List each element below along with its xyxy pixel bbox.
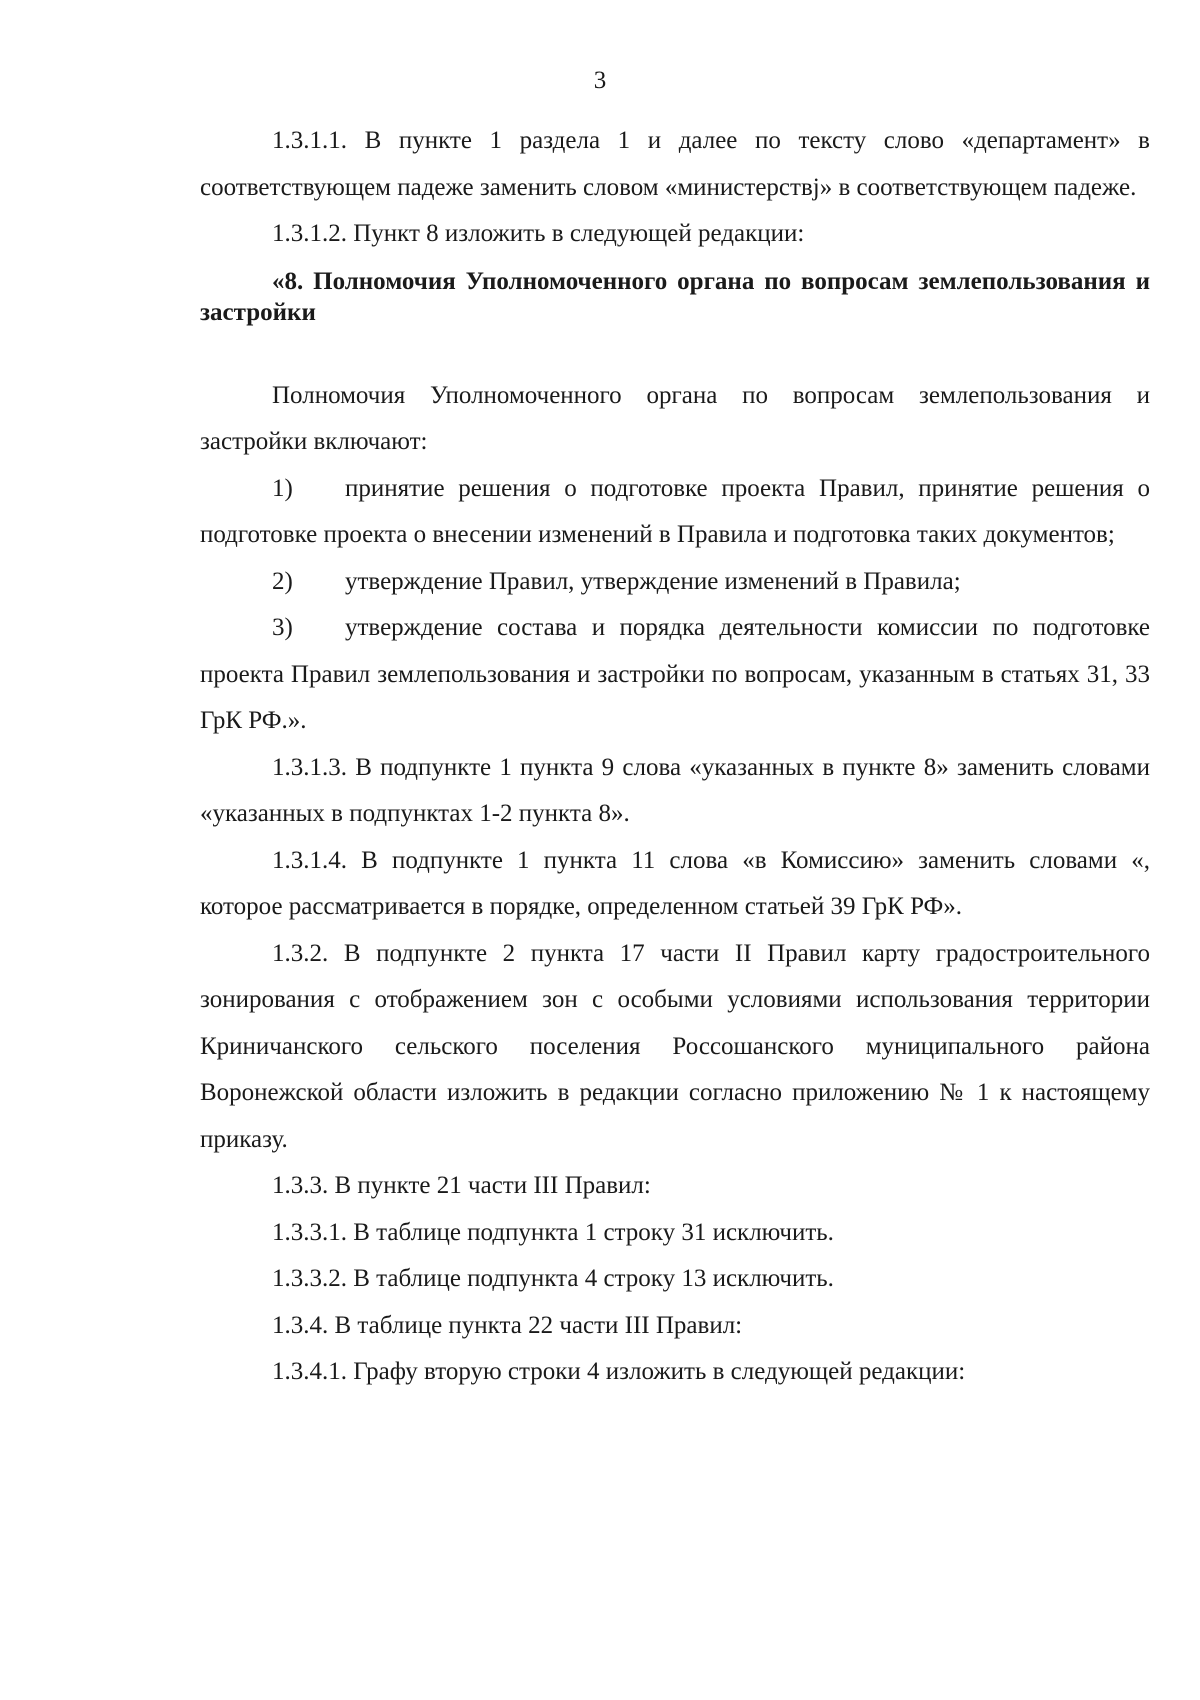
paragraph-1-3-1-2: 1.3.1.2. Пункт 8 изложить в следующей редакции: <box>272 220 805 247</box>
paragraph-1-3-1-4: 1.3.1.4. В подпункте 1 пункта 11 слова «в Комиссию» заменить словами «, которое рассматривается в порядке, определенном статьей 39 ГрК РФ». <box>200 846 1150 920</box>
page-number: 3 <box>593 67 607 94</box>
list-item-text: утверждение Правил, утверждение изменений в Правила; <box>345 567 961 595</box>
section-heading: «8. Полномочия Уполномоченного органа по вопросам землепользования и застройки <box>200 267 1150 326</box>
paragraph-1-3-3: 1.3.3. В пункте 21 части III Правил: <box>272 1172 651 1199</box>
list-item <box>200 605 1150 745</box>
paragraph-1-3-1-1: 1.3.1.1. В пункте 1 раздела 1 и далее по тексту слово «департамент» в соответствующем падеже заменить словом «министерствј» в соответствующем падеже. <box>200 127 1150 201</box>
list-item <box>200 466 1150 559</box>
paragraph-powers-intro: Полномочия Уполномоченного органа по вопросам землепользования и застройки включают: <box>200 381 1150 455</box>
paragraph-1-3-2: 1.3.2. В подпункте 2 пункта 17 части II Правил карту градостроительного зонирования с отображением зон с особыми условиями использования территории Криничанского сельского поселения Россошанского муниципального района Воронежской области изложить в редакции согласно приложению № 1 к настоящему приказу. <box>200 939 1150 1153</box>
paragraph-1-3-3-2: 1.3.3.2. В таблице подпункта 4 строку 13 исключить. <box>272 1265 834 1292</box>
document-body <box>200 118 1150 1396</box>
paragraph-1-3-1-3: 1.3.1.3. В подпункте 1 пункта 9 слова «указанных в пункте 8» заменить словами «указанных в подпунктах 1-2 пункта 8». <box>200 753 1150 827</box>
list-item-text: принятие решения о подготовке проекта Правил, принятие решения о подготовке проекта о внесении изменений в Правила и подготовка таких документов; <box>200 474 1150 548</box>
list-item-number: 3) <box>272 614 293 641</box>
paragraph-1-3-3-1: 1.3.3.1. В таблице подпункта 1 строку 31 исключить. <box>272 1218 834 1246</box>
paragraph-1-3-4: 1.3.4. В таблице пункта 22 части III Правил: <box>272 1311 743 1339</box>
list-item-text: утверждение состава и порядка деятельности комиссии по подготовке проекта Правил землепользования и застройки по вопросам, указанным в статьях 31, 33 ГрК РФ.». <box>200 614 1150 734</box>
list-item <box>200 559 1150 606</box>
paragraph-1-3-4-1: 1.3.4.1. Графу вторую строки 4 изложить в следующей редакции: <box>272 1358 966 1385</box>
list-item-number: 1) <box>272 474 293 502</box>
list-item-number: 2) <box>272 567 293 595</box>
